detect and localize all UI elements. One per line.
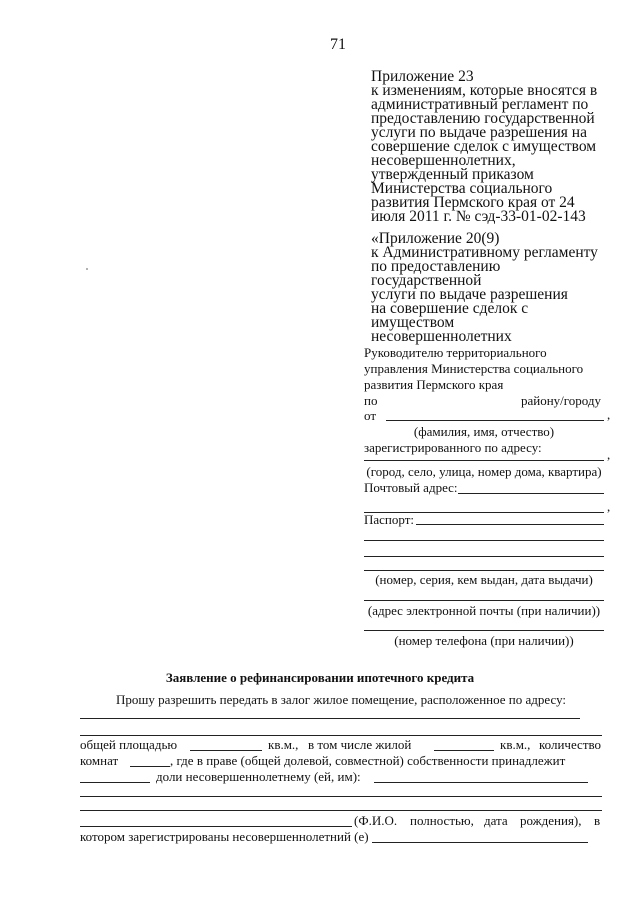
appendix-23-line: развития Пермского края от 24 [371,194,575,211]
sqm-unit: кв.м., [268,737,299,752]
rooms-count-label: комнат [80,753,119,768]
sqm-unit: кв.м., [500,737,531,752]
fio-label: полностью, [410,813,474,828]
passport-caption: (номер, серия, кем выдан, дата выдачи) [375,572,593,587]
registered-minors-label: котором зарегистрированы несовершеннолетний (е) [80,829,369,844]
rooms-label: количество [539,737,602,752]
appendix-20-line: несовершеннолетних [371,328,512,345]
fio-label: рождения), [520,813,582,828]
living-area-field[interactable] [434,750,494,751]
ownership-text: , где в праве (общей долевой, совместной) собственности принадлежит [170,753,566,768]
addressee-line: управления Министерства социального [364,361,584,376]
total-area-field[interactable] [190,750,262,751]
fio-field[interactable] [80,826,352,827]
property-address-field-2[interactable] [80,735,602,736]
addressee-line: Руководителю территориального [364,345,547,360]
passport-field[interactable] [416,524,604,525]
appendix-23-line: несовершеннолетних, [371,152,516,169]
fio-caption: (фамилия, имя, отчество) [413,424,555,439]
appendix-20-line: имуществом [371,314,455,331]
appendix-23-line: услуги по выдаче разрешения на [371,124,587,141]
share-field[interactable] [80,782,150,783]
statement-title: Заявление о рефинансировании ипотечного кредита [165,670,475,685]
appendix-20-line: услуги по выдаче разрешения [371,286,568,303]
fio-label: дата [484,813,508,828]
registered-label: зарегистрированного по адресу: [364,440,542,455]
living-area-label: в том числе жилой [308,737,412,752]
passport-field-3[interactable] [364,556,604,557]
po-suffix: району/городу [521,393,602,408]
comma: , [607,407,611,422]
appendix-23-line: утвержденный приказом [371,166,534,183]
appendix-20-line: государственной [371,272,482,289]
minors-field-3[interactable] [80,810,602,811]
registered-minors-field[interactable] [372,842,588,843]
appendix-20-line: на совершение сделок с [371,300,529,317]
email-field[interactable] [364,600,604,601]
comma: , [607,499,611,514]
registered-address-field[interactable] [364,460,604,461]
comma: , [607,447,611,462]
passport-label: Паспорт: [364,512,415,527]
postal-address-field[interactable] [458,493,604,494]
address-caption: (город, село, улица, номер дома, квартира) [366,464,602,479]
appendix-20-line: по предоставлению [371,258,501,275]
share-text: доли несовершеннолетнему (ей, им): [156,769,361,784]
appendix-23-line: Приложение 23 [371,68,474,85]
minors-field-2[interactable] [80,796,602,797]
rooms-count-field[interactable] [130,766,170,767]
phone-caption: (номер телефона (при наличии)) [394,633,574,648]
po-label: по [364,393,378,408]
appendix-20-line: к Административному регламенту [371,244,598,261]
area-label: общей площадью [80,737,178,752]
fio-label: (Ф.И.О. [354,813,398,828]
ot-label: от [364,408,377,423]
applicant-name-field[interactable] [386,420,604,421]
minors-field[interactable] [374,782,588,783]
statement-intro: Прошу разрешить передать в залог жилое помещение, расположенное по адресу: [116,692,567,707]
appendix-23-line: совершение сделок с имуществом [371,138,597,155]
appendix-23-line: Министерства социального [371,180,553,197]
phone-field[interactable] [364,630,604,631]
page-number: 71 [330,36,346,53]
appendix-20-line: «Приложение 20(9) [371,230,500,247]
appendix-23-line: предоставлению государственной [371,110,595,127]
passport-field-2[interactable] [364,540,604,541]
appendix-23-line: административный регламент по [371,96,589,113]
email-caption: (адрес электронной почты (при наличии)) [367,603,601,618]
fio-label: в [594,813,601,828]
addressee-line: развития Пермского края [364,377,504,392]
postal-label: Почтовый адрес: [364,480,458,495]
scan-speck [86,268,88,270]
property-address-field[interactable] [80,718,580,719]
appendix-23-line: к изменениям, которые вносятся в [371,82,598,99]
passport-field-4[interactable] [364,570,604,571]
appendix-23-line: июля 2011 г. № сэд-33-01-02-143 [371,208,586,225]
